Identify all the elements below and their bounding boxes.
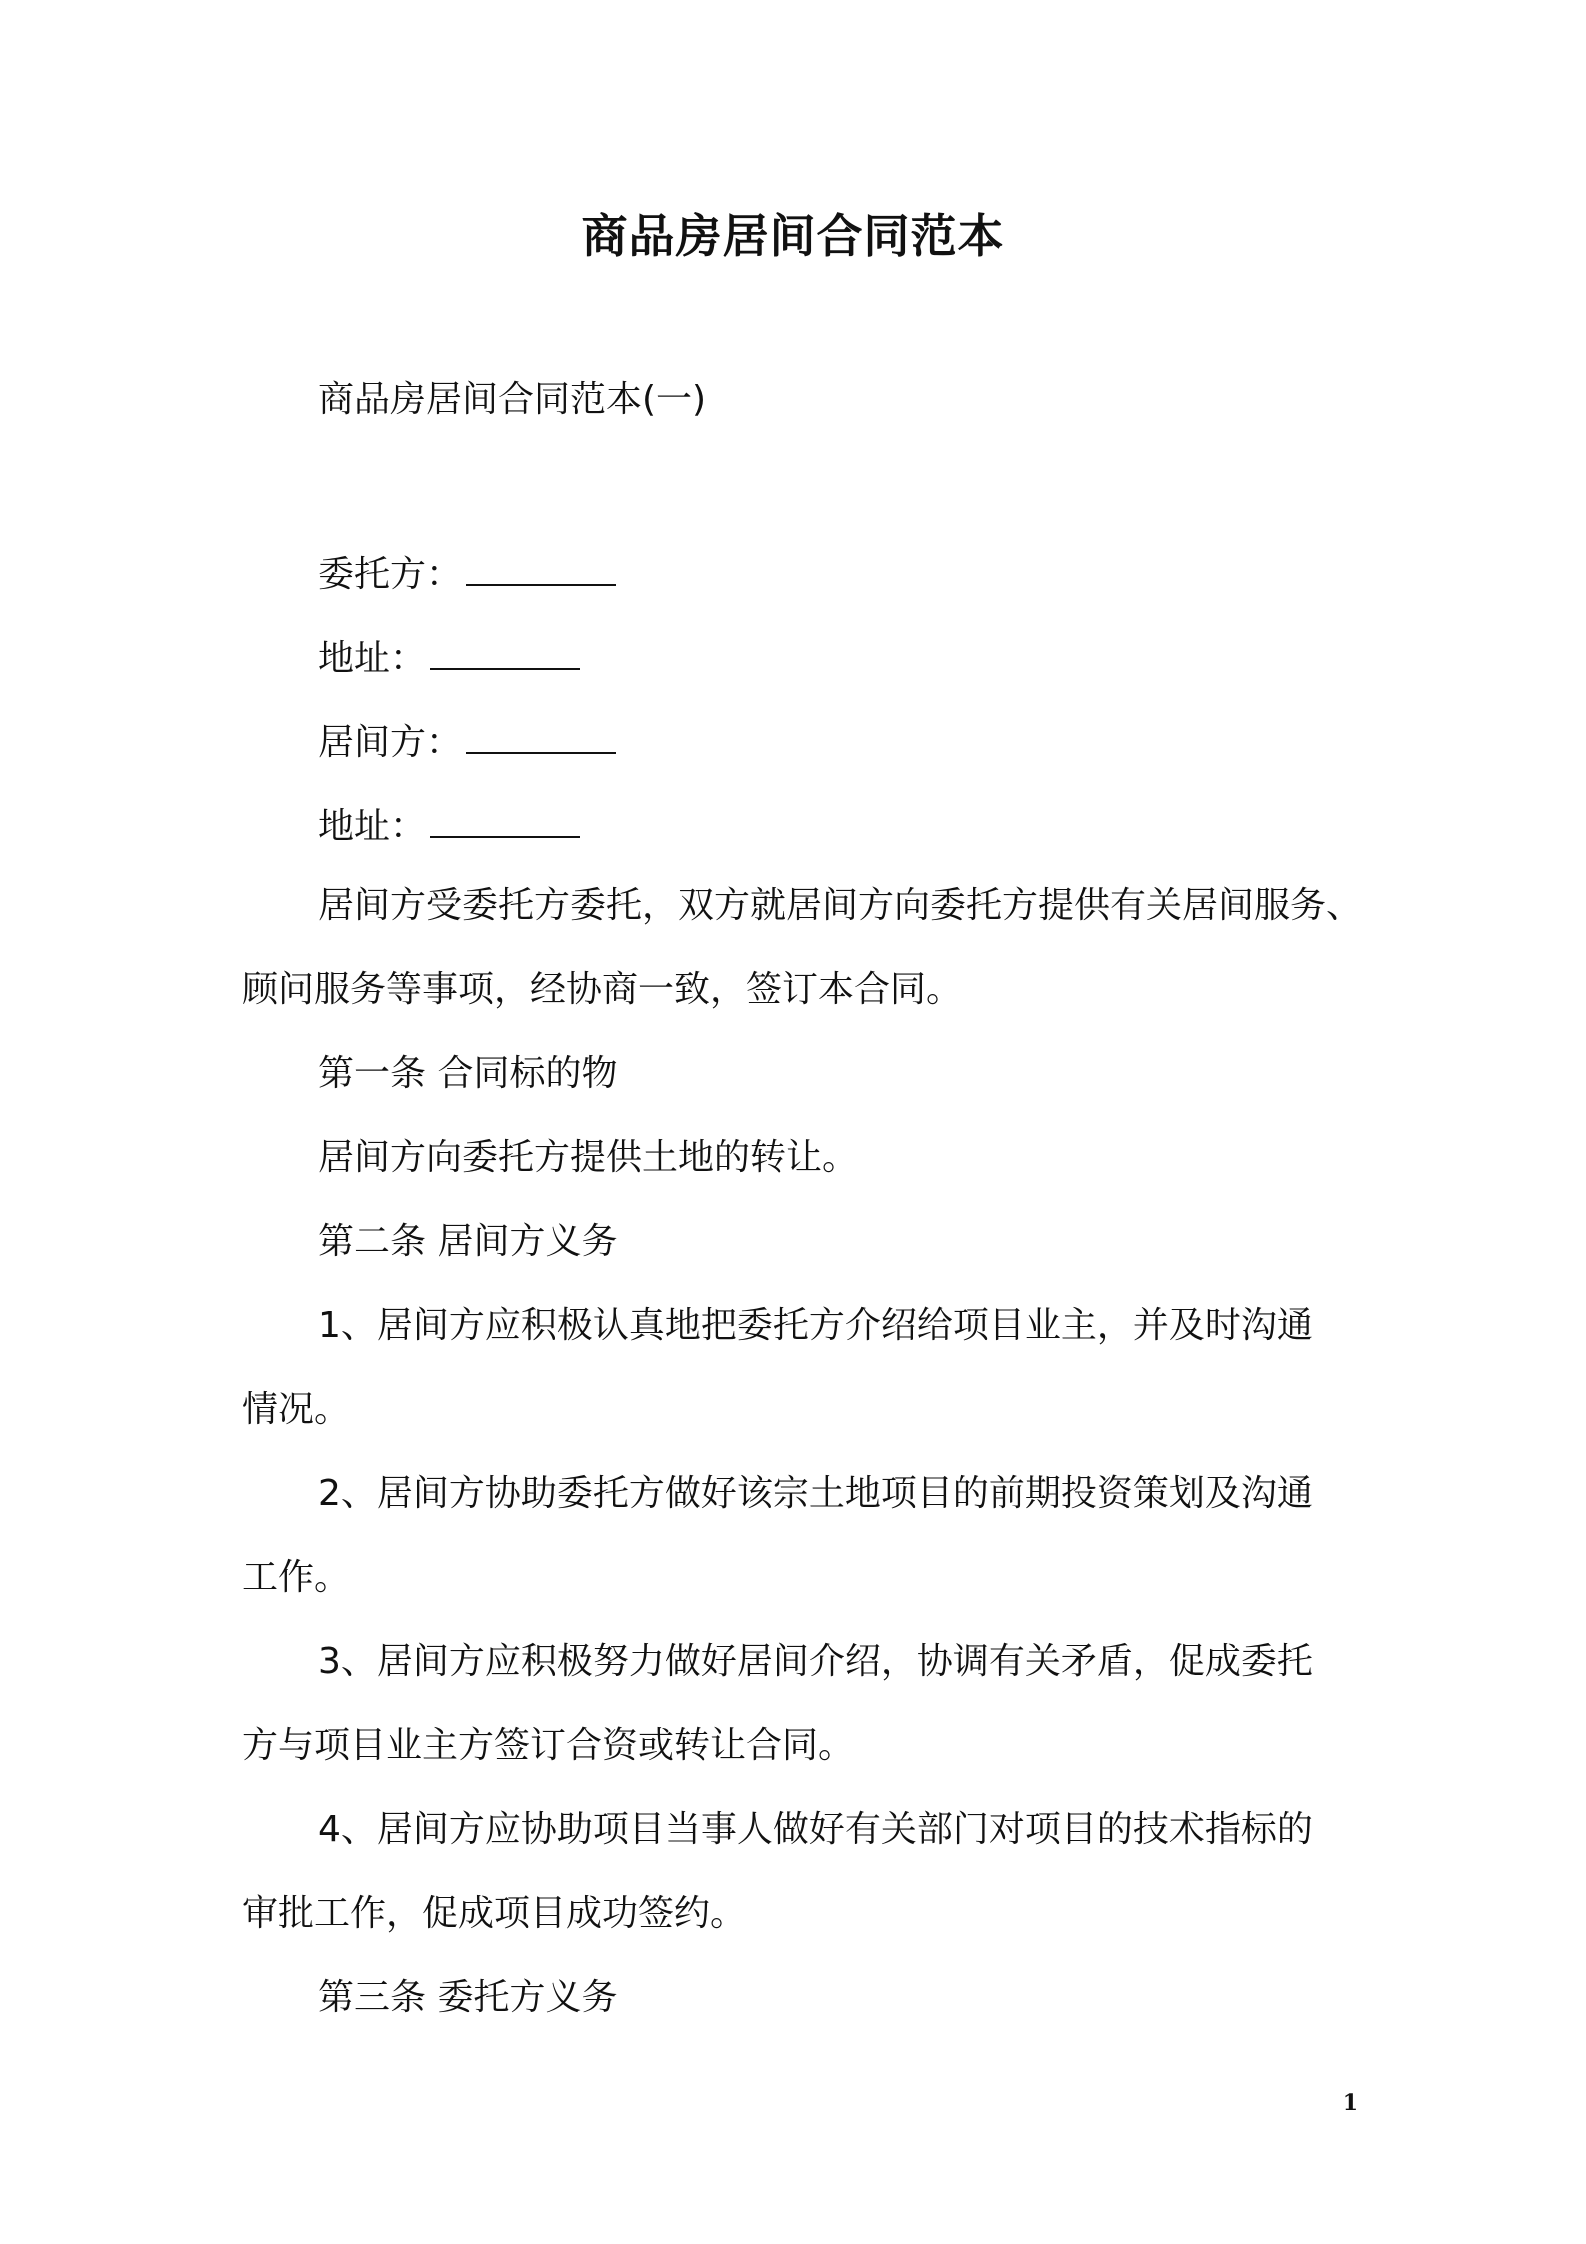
intro-line-2: 顾问服务等事项，经协商一致，签订本合同。 (242, 969, 963, 1010)
document-title: 商品房居间合同范本 (581, 209, 1005, 263)
party-label: 地址： (318, 638, 427, 679)
page-number: 1 (1342, 2090, 1358, 2116)
article2-item-4-line-2: 审批工作，促成项目成功签约。 (242, 1893, 747, 1934)
article1-heading: 第一条 合同标的物 (318, 1053, 618, 1094)
blank-field (430, 800, 580, 838)
party-label: 委托方： (318, 554, 463, 595)
party-line-client (318, 548, 616, 597)
article1-body: 居间方向委托方提供土地的转让。 (318, 1137, 859, 1178)
article2-item-2-line-2: 工作。 (242, 1557, 351, 1598)
party-label: 居间方： (318, 722, 463, 763)
article2-item-3-line-2: 方与项目业主方签订合资或转让合同。 (242, 1725, 855, 1766)
article2-item-2-line-1: 2、居间方协助委托方做好该宗土地项目的前期投资策划及沟通 (318, 1473, 1313, 1514)
article2-item-3-line-1: 3、居间方应积极努力做好居间介绍，协调有关矛盾，促成委托 (318, 1641, 1313, 1682)
article3-heading: 第三条 委托方义务 (318, 1977, 618, 2018)
intro-line-1: 居间方受委托方委托，双方就居间方向委托方提供有关居间服务、 (318, 885, 1363, 926)
blank-field (466, 716, 616, 754)
party-line-broker (318, 716, 616, 765)
party-line-broker-address (318, 800, 580, 849)
article2-item-1-line-1: 1、居间方应积极认真地把委托方介绍给项目业主，并及时沟通 (318, 1305, 1313, 1346)
article2-item-1-line-2: 情况。 (242, 1389, 351, 1430)
article2-item-4-line-1: 4、居间方应协助项目当事人做好有关部门对项目的技术指标的 (318, 1809, 1313, 1850)
blank-field (466, 548, 616, 586)
article2-heading: 第二条 居间方义务 (318, 1221, 618, 1262)
contract-subtitle: 商品房居间合同范本(一) (318, 379, 707, 420)
party-line-client-address (318, 632, 580, 681)
party-label: 地址： (318, 806, 427, 847)
blank-field (430, 632, 580, 670)
